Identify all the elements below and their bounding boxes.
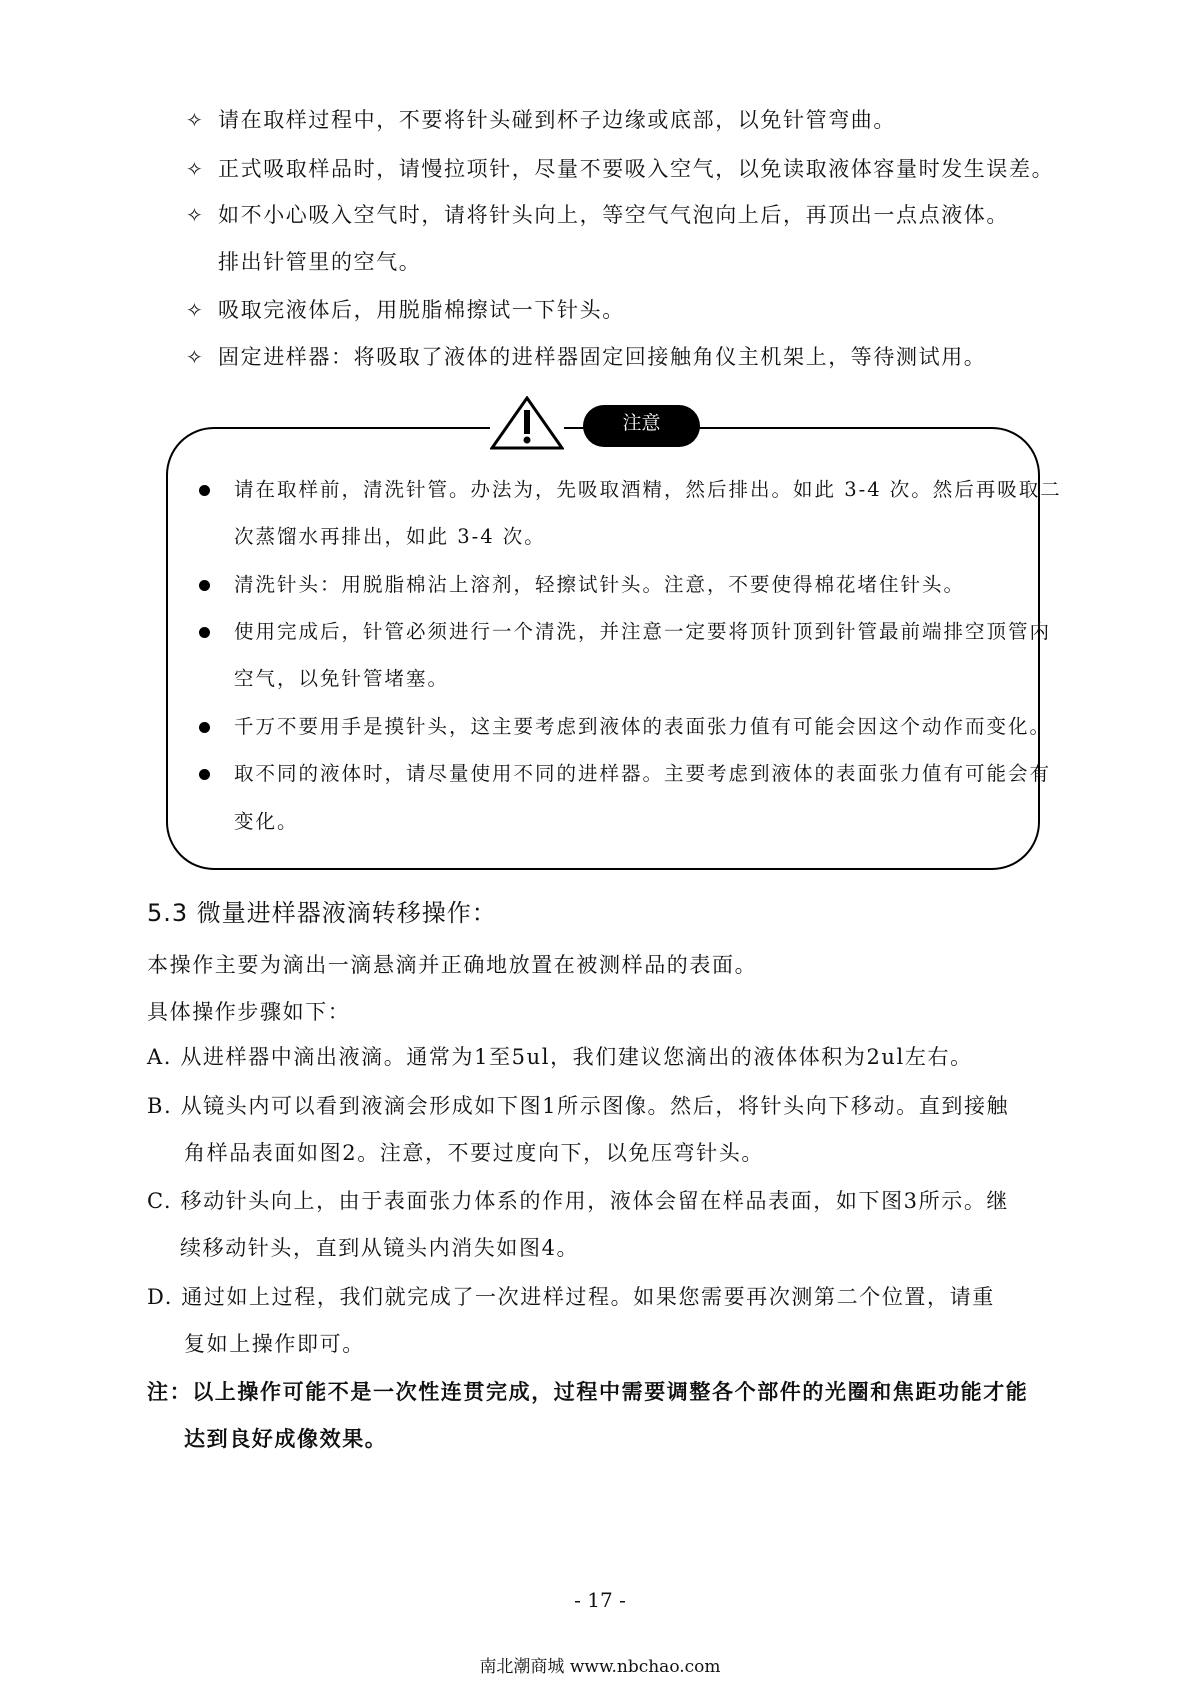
section-heading: 5.3 微量进样器液滴转移操作：	[147, 899, 497, 927]
footer-watermark: 南北潮商城 www.nbchao.com	[479, 1657, 721, 1677]
step-a: A. 从进样器中滴出液滴。通常为1至5ul，我们建议您滴出的液体体积为2ul左右。	[147, 1045, 973, 1069]
notice-text: 清洗针头：用脱脂棉沾上溶剂，轻擦试针头。注意，不要使得棉花堵住针头。	[234, 573, 966, 596]
diamond-bullet-icon: ✧	[186, 203, 203, 227]
bullet-dot-icon	[199, 580, 210, 591]
bullet-text: 吸取完液体后，用脱脂棉擦试一下针头。	[218, 298, 625, 322]
bullet-text: 如不小心吸入空气时，请将针头向上，等空气气泡向上后，再顶出一点点液体。	[218, 203, 1009, 227]
diamond-bullet-icon: ✧	[186, 298, 203, 322]
notice-text: 空气，以免针管堵塞。	[234, 667, 450, 690]
notice-text: 千万不要用手是摸针头，这主要考虑到液体的表面张力值有可能会因这个动作而变化。	[234, 715, 1052, 738]
notice-text: 请在取样前，清洗针管。办法为，先吸取酒精，然后排出。如此 3-4 次。然后再吸取二	[234, 478, 1062, 501]
bullet-dot-icon	[199, 485, 210, 496]
bullet-dot-icon	[199, 769, 210, 780]
notice-text: 使用完成后，针管必须进行一个清洗，并注意一定要将顶针顶到针管最前端排空顶管内	[234, 620, 1052, 643]
bullet-text: 正式吸取样品时，请慢拉项针，尽量不要吸入空气，以免读取液体容量时发生误差。	[218, 157, 1055, 181]
notice-text: 次蒸馏水再排出，如此 3-4 次。	[234, 525, 546, 548]
diamond-bullet-icon: ✧	[186, 345, 203, 369]
diamond-bullet-icon: ✧	[186, 157, 203, 181]
bullet-dot-icon	[199, 722, 210, 733]
body-text: 本操作主要为滴出一滴悬滴并正确地放置在被测样品的表面。	[147, 953, 758, 977]
page-number: - 17 -	[574, 1588, 626, 1612]
bullet-text: 请在取样过程中，不要将针头碰到杯子边缘或底部，以免针管弯曲。	[218, 108, 896, 132]
step-d-continuation: 复如上操作即可。	[184, 1332, 365, 1356]
step-b: B. 从镜头内可以看到液滴会形成如下图1所示图像。然后，将针头向下移动。直到接触	[147, 1094, 1010, 1118]
step-d: D. 通过如上过程，我们就完成了一次进样过程。如果您需要再次测第二个位置，请重	[147, 1285, 995, 1309]
bullet-text: 固定进样器：将吸取了液体的进样器固定回接触角仪主机架上，等待测试用。	[218, 345, 987, 369]
bullet-text-continuation: 排出针管里的空气。	[218, 250, 422, 274]
step-c: C. 移动针头向上，由于表面张力体系的作用，液体会留在样品表面，如下图3所示。继	[147, 1189, 1010, 1213]
bullet-dot-icon	[199, 627, 210, 638]
notice-label: 注意	[583, 405, 700, 447]
step-b-continuation: 角样品表面如图2。注意，不要过度向下，以免压弯针头。	[184, 1141, 764, 1165]
body-text: 具体操作步骤如下：	[147, 1000, 351, 1024]
warning-triangle-icon	[490, 396, 564, 450]
note-text-continuation: 达到良好成像效果。	[184, 1426, 388, 1451]
notice-text: 变化。	[234, 810, 299, 833]
notice-text: 取不同的液体时，请尽量使用不同的进样器。主要考虑到液体的表面张力值有可能会有	[234, 762, 1052, 785]
diamond-bullet-icon: ✧	[186, 108, 203, 132]
note-text: 注：以上操作可能不是一次性连贯完成，过程中需要调整各个部件的光圈和焦距功能才能	[147, 1379, 1029, 1404]
step-c-continuation: 续移动针头，直到从镜头内消失如图4。	[180, 1236, 580, 1260]
